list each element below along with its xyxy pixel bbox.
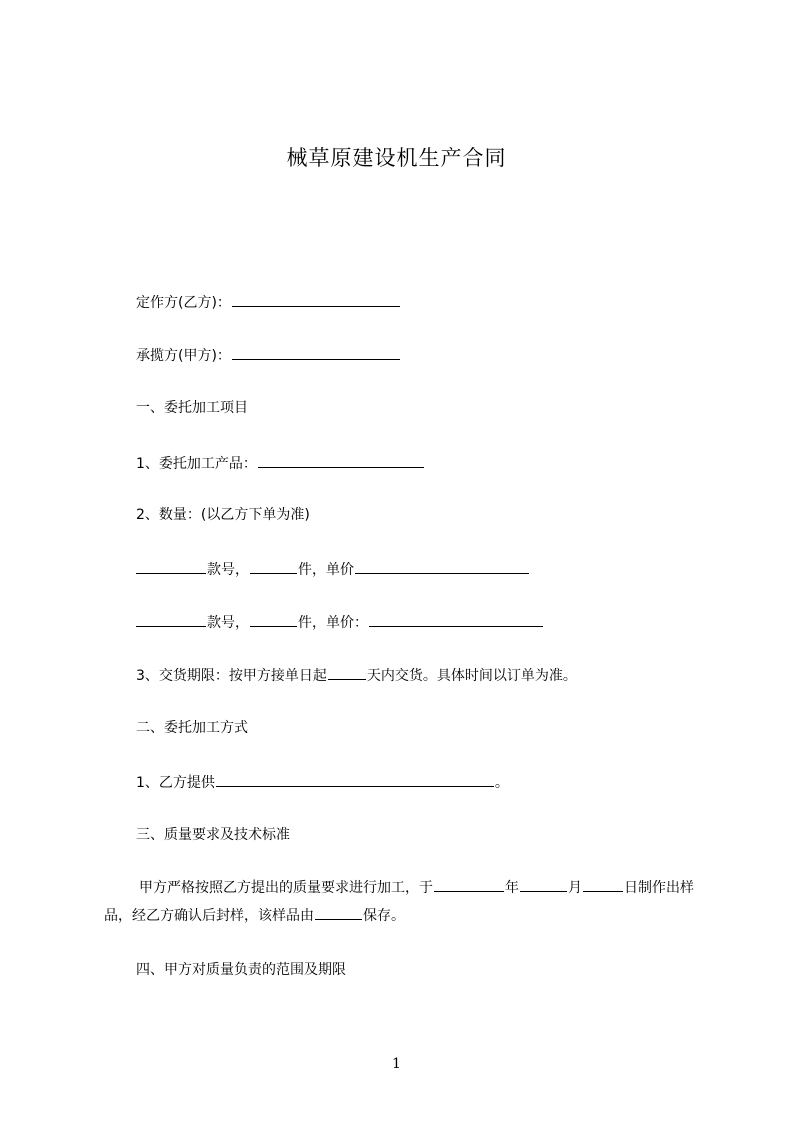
quality-text-3: 保存。: [363, 908, 405, 924]
section2-heading: 二、委托加工方式: [136, 720, 248, 736]
delivery-line: [136, 665, 577, 685]
party-a-label: 承揽方(甲方)：: [136, 348, 231, 364]
pieces-blank: [250, 612, 297, 627]
day-blank: [583, 877, 623, 892]
price-blank: [355, 559, 529, 574]
supply-suffix: 。: [494, 775, 509, 791]
product-blank: [258, 453, 424, 468]
party-b-label: 定作方(乙方)：: [136, 295, 231, 311]
product-line: [136, 453, 425, 473]
product-label: 1、委托加工产品：: [136, 456, 257, 472]
style-no-blank: [136, 612, 206, 627]
supply-blank: [216, 772, 494, 787]
contract-title: 械草原建设机生产合同: [286, 146, 507, 170]
order-row-1: [136, 559, 530, 579]
party-b-blank: [232, 292, 400, 307]
supply-prefix: 1、乙方提供: [136, 775, 215, 791]
quality-paragraph: [104, 874, 704, 930]
page-number: 1: [392, 1056, 401, 1072]
supply-line: [136, 772, 509, 792]
quality-text-1: 甲方严格按照乙方提出的质量要求进行加工，于: [139, 880, 433, 896]
days-blank: [328, 665, 366, 680]
month-blank: [520, 877, 567, 892]
party-b-line: [136, 292, 401, 312]
section3-heading: 三、质量要求及技术标准: [136, 827, 290, 843]
section1-heading: 一、委托加工项目: [136, 400, 248, 416]
year-label: 年: [505, 880, 519, 896]
pieces-label: 件，单价: [298, 562, 354, 578]
keeper-blank: [315, 905, 362, 920]
party-a-blank: [232, 345, 400, 360]
style-no-blank: [136, 559, 206, 574]
section4-heading: 四、甲方对质量负责的范围及期限: [136, 962, 346, 978]
price-blank: [369, 612, 543, 627]
quality-text-2: 日制作出样品，经乙方确认后封样，该样品由: [104, 880, 694, 924]
order-row-2: [136, 612, 544, 632]
year-blank: [434, 877, 504, 892]
quantity-line: 2、数量：(以乙方下单为准): [136, 507, 310, 523]
party-a-line: [136, 345, 401, 365]
pieces-blank: [250, 559, 297, 574]
month-label: 月: [568, 880, 582, 896]
style-no-label: 款号，: [207, 562, 249, 578]
delivery-suffix: 天内交货。具体时间以订单为准。: [366, 668, 577, 684]
delivery-prefix: 3、交货期限：按甲方接单日起: [136, 668, 327, 684]
style-no-label: 款号，: [207, 615, 249, 631]
pieces-label: 件，单价：: [298, 615, 368, 631]
